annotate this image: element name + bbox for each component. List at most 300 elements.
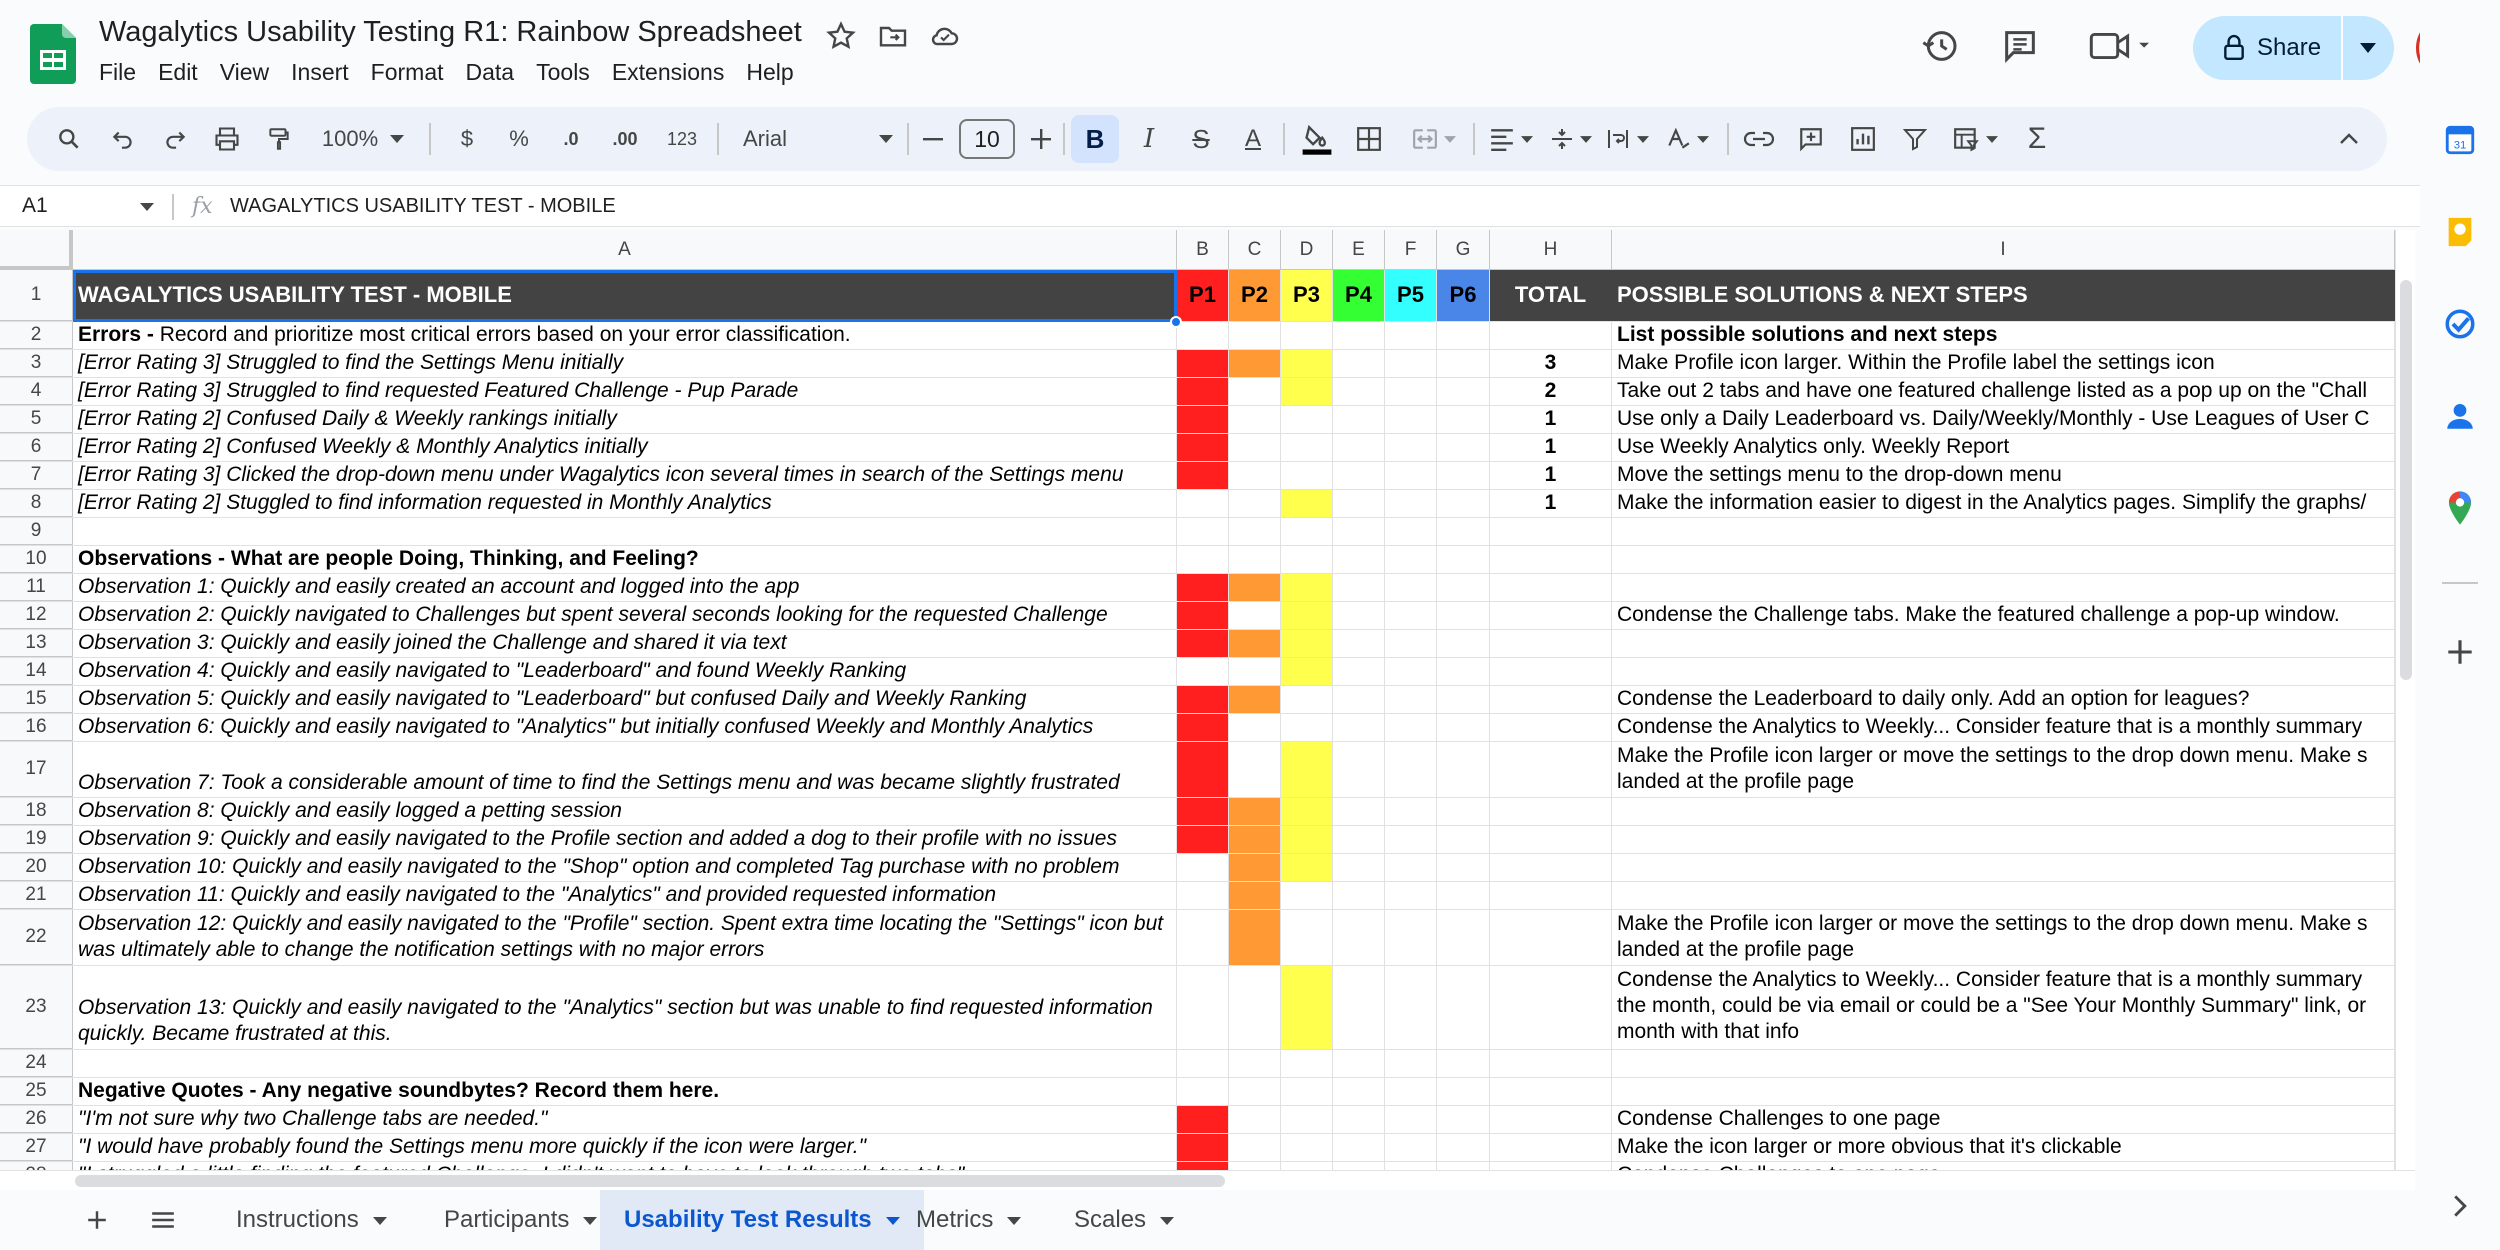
participant-cell[interactable]: [1229, 546, 1281, 573]
participant-cell[interactable]: [1333, 910, 1385, 965]
share-button[interactable]: [2193, 16, 2394, 80]
participant-cell[interactable]: [1437, 434, 1490, 461]
chevron-down-icon[interactable]: [373, 1212, 387, 1228]
total-cell[interactable]: [1490, 798, 1612, 825]
row-header[interactable]: 16: [0, 714, 73, 741]
observation-cell[interactable]: [Error Rating 3] Struggled to find requested Featured Challenge - Pup Parade: [73, 378, 1177, 405]
add-icon[interactable]: [2440, 632, 2480, 672]
participant-cell[interactable]: [1437, 490, 1490, 517]
column-header[interactable]: I: [1612, 230, 2395, 270]
total-cell[interactable]: [1490, 882, 1612, 909]
participant-cell[interactable]: [1437, 518, 1490, 545]
participant-cell[interactable]: [1385, 546, 1437, 573]
participant-cell[interactable]: [1385, 826, 1437, 853]
participant-cell[interactable]: [1437, 686, 1490, 713]
participant-cell[interactable]: [1177, 322, 1229, 349]
total-cell[interactable]: 1: [1490, 434, 1612, 461]
participant-cell[interactable]: [1229, 350, 1281, 377]
observation-cell[interactable]: Observation 12: Quickly and easily navigated to the "Profile" section. Spent extra time locating the "Settings" icon but was ultimately able to change the notification settings with no major errors: [73, 910, 1177, 965]
solution-cell[interactable]: Make the information easier to digest in the Analytics pages. Simplify the graphs/: [1612, 490, 2395, 517]
participant-cell[interactable]: [1385, 742, 1437, 797]
solution-cell[interactable]: [1612, 826, 2395, 853]
row-header[interactable]: 21: [0, 882, 73, 909]
total-cell[interactable]: 3: [1490, 350, 1612, 377]
participant-cell[interactable]: [1437, 854, 1490, 881]
participant-cell[interactable]: [1229, 966, 1281, 1049]
participant-header-cell[interactable]: P4: [1333, 270, 1385, 321]
solution-cell[interactable]: Use only a Daily Leaderboard vs. Daily/Weekly/Monthly - Use Leagues of User C: [1612, 406, 2395, 433]
row-header[interactable]: 23: [0, 966, 73, 1049]
solution-cell[interactable]: [1612, 630, 2395, 657]
solution-cell[interactable]: Make the Profile icon larger or move the settings to the drop down menu. Make s landed at the profile page: [1612, 742, 2395, 797]
solution-cell[interactable]: [1612, 658, 2395, 685]
text-rotation-icon[interactable]: [1657, 107, 1717, 171]
participant-cell[interactable]: [1281, 378, 1333, 405]
share-main[interactable]: [2193, 16, 2343, 80]
observation-cell[interactable]: [Error Rating 2] Confused Weekly & Monthly Analytics initially: [73, 434, 1177, 461]
menu-file[interactable]: File: [99, 59, 137, 85]
total-cell[interactable]: [1490, 546, 1612, 573]
participant-cell[interactable]: [1333, 434, 1385, 461]
participant-cell[interactable]: [1177, 882, 1229, 909]
document-title[interactable]: Wagalytics Usability Testing R1: Rainbow Spreadsheet: [99, 16, 802, 48]
participant-cell[interactable]: [1281, 490, 1333, 517]
row-header[interactable]: 15: [0, 686, 73, 713]
sheet-tab[interactable]: [1050, 1190, 1198, 1250]
participant-cell[interactable]: [1333, 966, 1385, 1049]
observation-cell[interactable]: Observation 8: Quickly and easily logged a petting session: [73, 798, 1177, 825]
participant-cell[interactable]: [1281, 714, 1333, 741]
column-header[interactable]: G: [1437, 230, 1490, 270]
participant-cell[interactable]: [1385, 518, 1437, 545]
participant-cell[interactable]: [1333, 742, 1385, 797]
column-header[interactable]: C: [1229, 230, 1281, 270]
calendar-icon[interactable]: [2440, 120, 2480, 160]
participant-cell[interactable]: [1333, 1134, 1385, 1161]
row-header[interactable]: 18: [0, 798, 73, 825]
participant-cell[interactable]: [1385, 490, 1437, 517]
participant-cell[interactable]: [1333, 490, 1385, 517]
participant-cell[interactable]: [1177, 1050, 1229, 1077]
insert-chart-icon[interactable]: [1841, 107, 1885, 171]
participant-cell[interactable]: [1177, 714, 1229, 741]
add-sheet-icon[interactable]: [76, 1190, 118, 1250]
chevron-down-icon[interactable]: [583, 1212, 597, 1228]
participant-cell[interactable]: [1437, 546, 1490, 573]
total-cell[interactable]: [1490, 910, 1612, 965]
name-box-dropdown-icon[interactable]: [140, 203, 154, 211]
observation-cell[interactable]: [73, 518, 1177, 545]
search-menus-icon[interactable]: [49, 107, 89, 171]
participant-cell[interactable]: [1177, 798, 1229, 825]
font-family-select[interactable]: [733, 107, 903, 171]
participant-cell[interactable]: [1437, 378, 1490, 405]
fill-handle[interactable]: [1170, 316, 1182, 328]
participant-cell[interactable]: [1281, 322, 1333, 349]
version-history-icon[interactable]: [1918, 24, 1962, 68]
total-cell[interactable]: [1490, 966, 1612, 1049]
collapse-toolbar-icon[interactable]: [2327, 107, 2371, 171]
total-cell[interactable]: [1490, 854, 1612, 881]
row-header[interactable]: 6: [0, 434, 73, 461]
column-header[interactable]: H: [1490, 230, 1612, 270]
paint-format-icon[interactable]: [259, 107, 299, 171]
participant-cell[interactable]: [1177, 518, 1229, 545]
participant-cell[interactable]: [1229, 322, 1281, 349]
participant-cell[interactable]: [1229, 910, 1281, 965]
solution-cell[interactable]: Condense the Challenge tabs. Make the featured challenge a pop-up window.: [1612, 602, 2395, 629]
participant-cell[interactable]: [1333, 714, 1385, 741]
participant-cell[interactable]: [1281, 574, 1333, 601]
participant-cell[interactable]: [1177, 490, 1229, 517]
solution-cell[interactable]: Make Profile icon larger. Within the Profile label the settings icon: [1612, 350, 2395, 377]
participant-header-cell[interactable]: P5: [1385, 270, 1437, 321]
strikethrough-button[interactable]: S: [1192, 123, 1210, 154]
participant-cell[interactable]: [1333, 378, 1385, 405]
undo-icon[interactable]: [103, 107, 143, 171]
participant-cell[interactable]: [1385, 574, 1437, 601]
name-box[interactable]: A1: [22, 194, 48, 217]
total-cell[interactable]: [1490, 630, 1612, 657]
sheets-logo-icon[interactable]: [30, 24, 76, 84]
observation-cell[interactable]: Observation 5: Quickly and easily navigated to "Leaderboard" but confused Daily and Weekly Ranking: [73, 686, 1177, 713]
row-header[interactable]: 1: [0, 270, 73, 321]
total-cell[interactable]: 1: [1490, 490, 1612, 517]
row-header[interactable]: 4: [0, 378, 73, 405]
participant-cell[interactable]: [1333, 1106, 1385, 1133]
menu-edit[interactable]: Edit: [158, 59, 198, 85]
total-cell[interactable]: [1490, 322, 1612, 349]
participant-cell[interactable]: [1385, 714, 1437, 741]
participant-cell[interactable]: [1281, 686, 1333, 713]
menu-data[interactable]: Data: [465, 59, 515, 85]
participant-cell[interactable]: [1281, 658, 1333, 685]
solution-cell[interactable]: [1612, 546, 2395, 573]
total-cell[interactable]: [1490, 826, 1612, 853]
column-header[interactable]: E: [1333, 230, 1385, 270]
total-cell[interactable]: 1: [1490, 406, 1612, 433]
participant-cell[interactable]: [1437, 882, 1490, 909]
participant-cell[interactable]: [1229, 658, 1281, 685]
participant-cell[interactable]: [1437, 602, 1490, 629]
decrease-decimal-button[interactable]: .0: [563, 128, 579, 149]
participant-cell[interactable]: [1281, 1106, 1333, 1133]
keep-icon[interactable]: [2440, 212, 2480, 252]
participant-cell[interactable]: [1437, 322, 1490, 349]
row-header[interactable]: 24: [0, 1050, 73, 1077]
participant-cell[interactable]: [1281, 406, 1333, 433]
participant-cell[interactable]: [1385, 378, 1437, 405]
participant-cell[interactable]: [1229, 742, 1281, 797]
observation-cell[interactable]: Observation 10: Quickly and easily navigated to the "Shop" option and completed Tag purchase with no problem: [73, 854, 1177, 881]
text-color-button[interactable]: A: [1244, 125, 1261, 152]
star-icon[interactable]: [825, 20, 857, 52]
total-cell[interactable]: [1490, 658, 1612, 685]
participant-cell[interactable]: [1177, 658, 1229, 685]
solution-cell[interactable]: Condense the Analytics to Weekly... Consider feature that is a monthly summary: [1612, 714, 2395, 741]
header-title-cell[interactable]: WAGALYTICS USABILITY TEST - MOBILE: [73, 270, 1177, 321]
participant-cell[interactable]: [1437, 714, 1490, 741]
participant-cell[interactable]: [1385, 910, 1437, 965]
zoom-select[interactable]: [313, 107, 413, 171]
participant-cell[interactable]: [1177, 742, 1229, 797]
chevron-right-icon[interactable]: [2440, 1186, 2480, 1226]
insert-link-icon[interactable]: [1737, 107, 1781, 171]
solution-cell[interactable]: Condense the Analytics to Weekly... Consider feature that is a monthly summary the month, could be via email or could be a "See Your Monthly Summary" link, or month with that info: [1612, 966, 2395, 1049]
row-header[interactable]: 3: [0, 350, 73, 377]
participant-cell[interactable]: [1281, 882, 1333, 909]
all-sheets-icon[interactable]: [140, 1190, 186, 1250]
participant-cell[interactable]: [1177, 1106, 1229, 1133]
percent-button[interactable]: %: [509, 126, 529, 151]
participant-cell[interactable]: [1177, 686, 1229, 713]
decrease-font-size-icon[interactable]: [915, 107, 951, 171]
participant-header-cell[interactable]: P2: [1229, 270, 1281, 321]
participant-cell[interactable]: [1333, 798, 1385, 825]
participant-cell[interactable]: [1177, 378, 1229, 405]
observation-cell[interactable]: "I'm not sure why two Challenge tabs are needed.": [73, 1106, 1177, 1133]
participant-cell[interactable]: [1385, 350, 1437, 377]
participant-cell[interactable]: [1385, 602, 1437, 629]
observation-cell[interactable]: Observation 3: Quickly and easily joined the Challenge and shared it via text: [73, 630, 1177, 657]
observation-cell[interactable]: Observation 11: Quickly and easily navigated to the "Analytics" and provided requested information: [73, 882, 1177, 909]
solution-cell[interactable]: [1612, 798, 2395, 825]
participant-cell[interactable]: [1385, 798, 1437, 825]
observation-cell[interactable]: Observation 2: Quickly navigated to Challenges but spent several seconds looking for the requested Challenge: [73, 602, 1177, 629]
participant-cell[interactable]: [1177, 546, 1229, 573]
observation-cell[interactable]: Observation 9: Quickly and easily navigated to the Profile section and added a dog to their profile with no issues: [73, 826, 1177, 853]
chevron-down-icon[interactable]: [1007, 1212, 1021, 1228]
participant-cell[interactable]: [1437, 630, 1490, 657]
participant-cell[interactable]: [1385, 434, 1437, 461]
sheet-tab[interactable]: [212, 1190, 411, 1250]
row-header[interactable]: 27: [0, 1134, 73, 1161]
participant-cell[interactable]: [1229, 882, 1281, 909]
tasks-icon[interactable]: [2440, 304, 2480, 344]
observation-cell[interactable]: Observations - What are people Doing, Thinking, and Feeling?: [73, 546, 1177, 573]
participant-cell[interactable]: [1281, 742, 1333, 797]
total-header-cell[interactable]: TOTAL: [1490, 270, 1612, 321]
participant-cell[interactable]: [1281, 854, 1333, 881]
participant-cell[interactable]: [1333, 1050, 1385, 1077]
print-icon[interactable]: [207, 107, 247, 171]
participant-cell[interactable]: [1385, 462, 1437, 489]
participant-cell[interactable]: [1333, 1078, 1385, 1105]
participant-cell[interactable]: [1385, 854, 1437, 881]
participant-cell[interactable]: [1229, 434, 1281, 461]
row-header[interactable]: 25: [0, 1078, 73, 1105]
increase-decimal-button[interactable]: .00: [612, 128, 638, 149]
solution-cell[interactable]: List possible solutions and next steps: [1612, 322, 2395, 349]
participant-cell[interactable]: [1229, 686, 1281, 713]
row-header[interactable]: 19: [0, 826, 73, 853]
participant-cell[interactable]: [1437, 1078, 1490, 1105]
participant-cell[interactable]: [1437, 658, 1490, 685]
participant-cell[interactable]: [1437, 826, 1490, 853]
observation-cell[interactable]: [Error Rating 3] Struggled to find the Settings Menu initially: [73, 350, 1177, 377]
total-cell[interactable]: [1490, 686, 1612, 713]
participant-cell[interactable]: [1385, 1134, 1437, 1161]
observation-cell[interactable]: [73, 1050, 1177, 1077]
total-cell[interactable]: 2: [1490, 378, 1612, 405]
row-header[interactable]: 9: [0, 518, 73, 545]
menu-insert[interactable]: Insert: [291, 59, 349, 85]
sheet-tab[interactable]: [600, 1190, 924, 1250]
participant-cell[interactable]: [1333, 350, 1385, 377]
participant-cell[interactable]: [1177, 462, 1229, 489]
text-wrapping-icon[interactable]: [1599, 107, 1655, 171]
participant-cell[interactable]: [1177, 434, 1229, 461]
participant-cell[interactable]: [1333, 686, 1385, 713]
menu-tools[interactable]: Tools: [536, 59, 590, 85]
row-header[interactable]: 11: [0, 574, 73, 601]
participant-cell[interactable]: [1333, 658, 1385, 685]
solution-cell[interactable]: Make the icon larger or more obvious that it's clickable: [1612, 1134, 2395, 1161]
participant-cell[interactable]: [1229, 378, 1281, 405]
row-header[interactable]: 12: [0, 602, 73, 629]
solution-cell[interactable]: Move the settings menu to the drop-down menu: [1612, 462, 2395, 489]
participant-cell[interactable]: [1385, 630, 1437, 657]
filter-views-icon[interactable]: [1943, 107, 2007, 171]
redo-icon[interactable]: [155, 107, 195, 171]
solution-cell[interactable]: Condense Challenges to one page: [1612, 1106, 2395, 1133]
participant-cell[interactable]: [1229, 406, 1281, 433]
row-header[interactable]: 20: [0, 854, 73, 881]
solutions-header-cell[interactable]: POSSIBLE SOLUTIONS & NEXT STEPS: [1612, 270, 2395, 321]
participant-cell[interactable]: [1385, 1078, 1437, 1105]
participant-cell[interactable]: [1177, 406, 1229, 433]
meet-icon[interactable]: [2086, 24, 2156, 68]
participant-cell[interactable]: [1437, 1134, 1490, 1161]
participant-cell[interactable]: [1229, 602, 1281, 629]
horizontal-align-icon[interactable]: [1483, 107, 1539, 171]
participant-cell[interactable]: [1437, 742, 1490, 797]
spreadsheet-grid[interactable]: [0, 230, 2395, 1170]
participant-header-cell[interactable]: P6: [1437, 270, 1490, 321]
formula-input[interactable]: WAGALYTICS USABILITY TEST - MOBILE: [230, 195, 616, 217]
participant-cell[interactable]: [1229, 1106, 1281, 1133]
participant-cell[interactable]: [1281, 602, 1333, 629]
participant-cell[interactable]: [1177, 350, 1229, 377]
participant-cell[interactable]: [1385, 966, 1437, 1049]
participant-cell[interactable]: [1281, 518, 1333, 545]
solution-cell[interactable]: [1612, 574, 2395, 601]
total-cell[interactable]: [1490, 518, 1612, 545]
participant-cell[interactable]: [1333, 882, 1385, 909]
participant-cell[interactable]: [1437, 406, 1490, 433]
participant-cell[interactable]: [1385, 1106, 1437, 1133]
observation-cell[interactable]: "I would have probably found the Settings menu more quickly if the icon were larger.": [73, 1134, 1177, 1161]
observation-cell[interactable]: Negative Quotes - Any negative soundbytes? Record them here.: [73, 1078, 1177, 1105]
vertical-scrollbar[interactable]: [2395, 230, 2415, 1170]
participant-cell[interactable]: [1177, 826, 1229, 853]
row-header[interactable]: 8: [0, 490, 73, 517]
borders-icon[interactable]: [1347, 107, 1391, 171]
fill-color-icon[interactable]: [1295, 107, 1339, 171]
total-cell[interactable]: [1490, 574, 1612, 601]
solution-cell[interactable]: [1612, 1050, 2395, 1077]
total-cell[interactable]: [1490, 1134, 1612, 1161]
increase-font-size-icon[interactable]: [1023, 107, 1059, 171]
participant-cell[interactable]: [1229, 574, 1281, 601]
total-cell[interactable]: [1490, 714, 1612, 741]
total-cell[interactable]: [1490, 1106, 1612, 1133]
total-cell[interactable]: [1490, 1050, 1612, 1077]
observation-cell[interactable]: [Error Rating 3] Clicked the drop-down menu under Wagalytics icon several times in search of the Settings menu: [73, 462, 1177, 489]
participant-cell[interactable]: [1229, 714, 1281, 741]
participant-cell[interactable]: [1385, 322, 1437, 349]
participant-cell[interactable]: [1177, 602, 1229, 629]
select-all-corner[interactable]: [0, 230, 73, 270]
participant-cell[interactable]: [1177, 630, 1229, 657]
horizontal-scrollbar[interactable]: [0, 1170, 2415, 1190]
participant-cell[interactable]: [1229, 1078, 1281, 1105]
cloud-saved-icon[interactable]: [929, 20, 961, 52]
share-dropdown-icon[interactable]: [2343, 43, 2393, 53]
solution-cell[interactable]: Make the Profile icon larger or move the settings to the drop down menu. Make s landed at the profile page: [1612, 910, 2395, 965]
participant-cell[interactable]: [1281, 630, 1333, 657]
solution-cell[interactable]: [1612, 518, 2395, 545]
participant-cell[interactable]: [1385, 882, 1437, 909]
solution-cell[interactable]: Condense the Leaderboard to daily only. Add an option for leagues?: [1612, 686, 2395, 713]
participant-cell[interactable]: [1177, 854, 1229, 881]
solution-cell[interactable]: Use Weekly Analytics only. Weekly Report: [1612, 434, 2395, 461]
solution-cell[interactable]: [1612, 1078, 2395, 1105]
participant-cell[interactable]: [1333, 322, 1385, 349]
participant-cell[interactable]: [1177, 1078, 1229, 1105]
merge-cells-icon[interactable]: [1399, 107, 1469, 171]
participant-cell[interactable]: [1437, 1106, 1490, 1133]
row-header[interactable]: 22: [0, 910, 73, 965]
participant-cell[interactable]: [1281, 350, 1333, 377]
menu-extensions[interactable]: Extensions: [611, 59, 725, 85]
participant-cell[interactable]: [1385, 686, 1437, 713]
italic-button[interactable]: I: [1143, 124, 1155, 154]
participant-cell[interactable]: [1177, 574, 1229, 601]
row-header[interactable]: 26: [0, 1106, 73, 1133]
observation-cell[interactable]: Observation 1: Quickly and easily created an account and logged into the app: [73, 574, 1177, 601]
participant-cell[interactable]: [1281, 1050, 1333, 1077]
row-header[interactable]: 10: [0, 546, 73, 573]
participant-cell[interactable]: [1333, 518, 1385, 545]
participant-cell[interactable]: [1385, 1050, 1437, 1077]
total-cell[interactable]: 1: [1490, 462, 1612, 489]
participant-cell[interactable]: [1229, 1050, 1281, 1077]
currency-button[interactable]: $: [460, 126, 474, 151]
sheet-tab[interactable]: [892, 1190, 1045, 1250]
menu-format[interactable]: Format: [370, 59, 444, 85]
participant-cell[interactable]: [1229, 798, 1281, 825]
total-cell[interactable]: [1490, 742, 1612, 797]
solution-cell[interactable]: [1612, 854, 2395, 881]
chevron-down-icon[interactable]: [1160, 1212, 1174, 1228]
participant-cell[interactable]: [1229, 1134, 1281, 1161]
participant-cell[interactable]: [1333, 826, 1385, 853]
observation-cell[interactable]: Observation 6: Quickly and easily navigated to "Analytics" but initially confused Weekly and Monthly Analytics: [73, 714, 1177, 741]
participant-cell[interactable]: [1281, 434, 1333, 461]
participant-cell[interactable]: [1281, 462, 1333, 489]
horizontal-scroll-thumb[interactable]: [75, 1175, 1225, 1187]
column-header[interactable]: F: [1385, 230, 1437, 270]
participant-cell[interactable]: [1281, 798, 1333, 825]
solution-cell[interactable]: [1612, 882, 2395, 909]
participant-cell[interactable]: [1385, 658, 1437, 685]
participant-header-cell[interactable]: P1: [1177, 270, 1229, 321]
participant-cell[interactable]: [1385, 406, 1437, 433]
total-cell[interactable]: [1490, 1078, 1612, 1105]
sheet-tab[interactable]: [420, 1190, 621, 1250]
menu-help[interactable]: Help: [746, 59, 794, 85]
